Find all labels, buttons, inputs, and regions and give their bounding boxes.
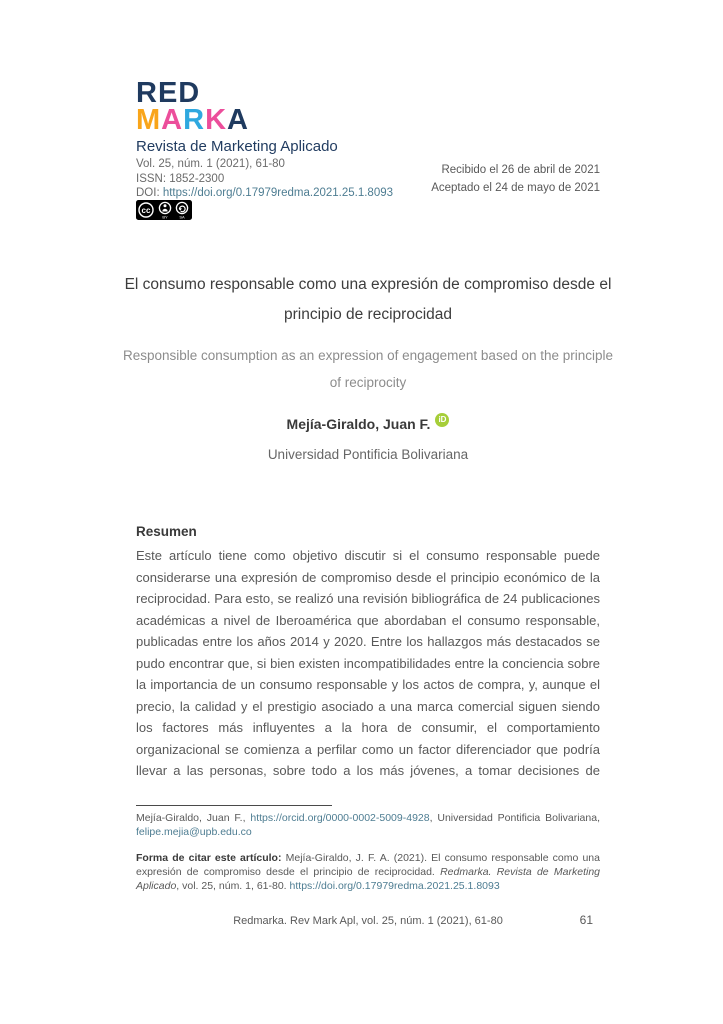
citation-text-1: Mejía-Giraldo, J. F. A. (2021). El consumo responsable como una expresión de compromiso desde el principio de reciprocidad. [136, 852, 600, 878]
logo-letter: A [227, 104, 249, 136]
journal-logo [136, 77, 249, 136]
logo-letter: R [183, 104, 206, 136]
footnote-divider [136, 805, 332, 806]
submission-dates [431, 161, 600, 197]
orcid-icon[interactable]: iD [435, 413, 449, 427]
abstract-paragraph: Este artículo tiene como objetivo discutir si el consumo responsable puede considerarse una expresión de compromiso desde el principio económico de la reciprocidad. Para esto, se realizó una revisión bibliográfica de 24 publicaciones académicas a nivel de Iberoamérica que abordaban el consumo responsable, publicadas entre los años 2014 y 2020. Entre los hallazgos más destacados se pudo encontrar que, si bien existen incompatibilidades entre la conciencia sobre la importancia de un consumo responsable y los actos de compra, y, aunque el precio, la calidad y el prestigio asociado a una marca comercial siguen siendo los factores más influyentes a la hora de consumir, el comportamiento organizacional se comienza a perfilar como un factor diferenciador que podría llevar a las personas, sobre todo a los más jóvenes, a tomar decisiones de [136, 548, 600, 778]
footnote-orcid-link[interactable]: https://orcid.org/0000-0002-5009-4928 [250, 812, 430, 824]
author-affiliation: Universidad Pontificia Bolivariana [267, 447, 469, 462]
article-title-english: Responsible consumption as an expression of engagement based on the principle of reciprocity [122, 348, 614, 390]
citation-block [136, 851, 600, 893]
logo-word-red [136, 77, 249, 109]
logo-word-red-text: RED [136, 77, 201, 109]
doi-link[interactable]: https://doi.org/0.17979redma.2021.25.1.8093 [162, 187, 394, 199]
logo-letter: M [136, 104, 162, 136]
page-number: 61 [579, 913, 593, 927]
issn-line: ISSN: 1852-2300 [136, 172, 225, 185]
citation-doi-link[interactable]: https://doi.org/0.17979redma.2021.25.1.8093 [289, 880, 500, 892]
citation-label: Forma de citar este artículo: [136, 852, 282, 864]
footnote-author: Mejía-Giraldo, Juan F., [136, 812, 251, 824]
masthead-meta [136, 157, 393, 201]
footer-running-title: Redmarka. Rev Mark Apl, vol. 25, núm. 1 (2021), 61-80 [233, 915, 503, 927]
received-date: Recibido el 26 de abril de 2021 [441, 164, 600, 176]
abstract-heading: Resumen [136, 524, 197, 539]
footnote-affiliation: , Universidad Pontificia Bolivariana, [429, 812, 600, 824]
volume-line: Vol. 25, núm. 1 (2021), 61-80 [136, 158, 285, 170]
logo-letter: K [205, 104, 228, 136]
logo-word-marka [136, 104, 249, 136]
doi-line [136, 186, 393, 201]
svg-text:BY: BY [162, 214, 168, 220]
author-footnote [136, 811, 600, 839]
svg-text:cc: cc [141, 205, 151, 215]
author-line [136, 416, 600, 434]
cc-license-badge[interactable] [136, 200, 192, 225]
svg-text:SA: SA [179, 214, 185, 220]
author-name: Mejía-Giraldo, Juan F. [286, 416, 431, 432]
doi-label: DOI: [136, 187, 163, 199]
logo-letter: A [161, 104, 184, 136]
article-title-spanish: El consumo responsable como una expresión de compromiso desde el principio de reciprocidad [124, 276, 612, 323]
citation-text-2: , vol. 25, núm. 1, 61-80. [176, 880, 290, 892]
accepted-date: Aceptado el 24 de mayo de 2021 [431, 182, 600, 194]
footnote-email-link[interactable]: felipe.mejia@upb.edu.co [136, 826, 252, 838]
citation-journal-name: Redmarka. Revista de Marketing Aplicado [136, 866, 600, 892]
journal-subtitle: Revista de Marketing Aplicado [136, 138, 338, 155]
